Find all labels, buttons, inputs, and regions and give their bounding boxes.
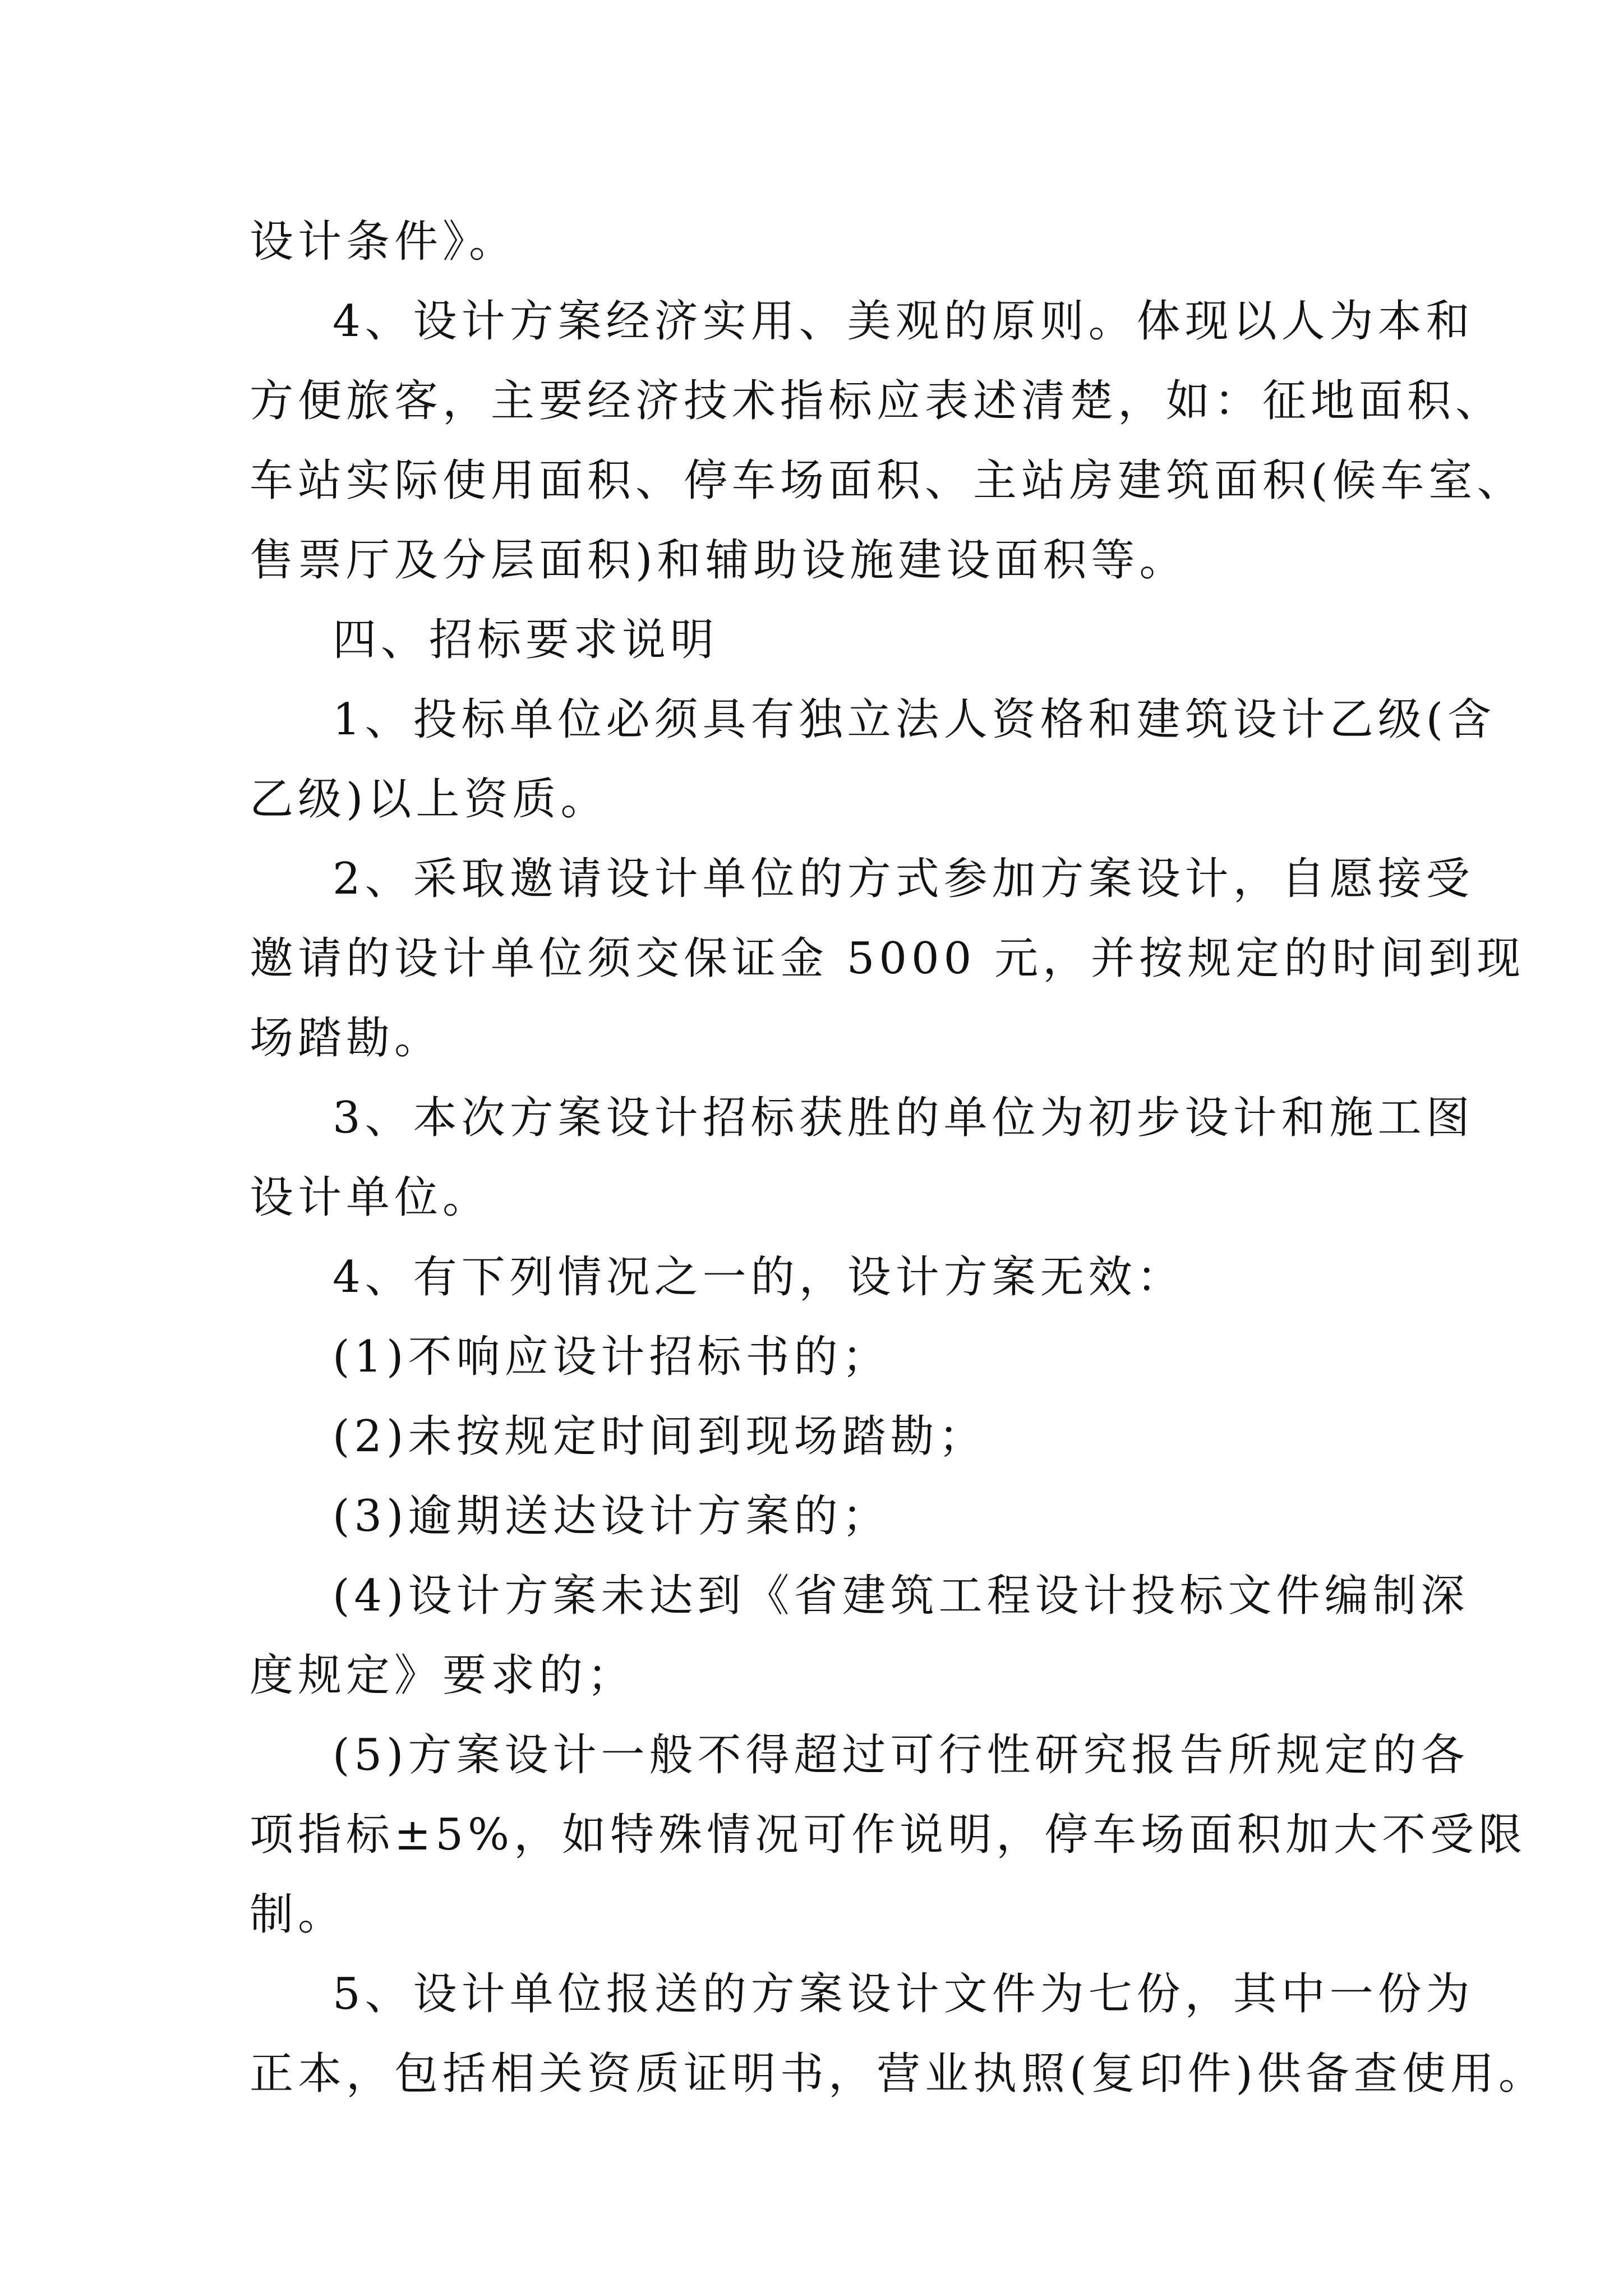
list-item: (4)设计方案未达到《省建筑工程设计投标文件编制深 xyxy=(333,1571,1469,1621)
list-item: (5)方案设计一般不得超过可行性研究报告所规定的各 xyxy=(333,1730,1469,1780)
text-line: 制。 xyxy=(250,1889,347,1940)
text-line: 乙级)以上资质。 xyxy=(250,774,609,825)
text-line: 场踏勘。 xyxy=(250,1013,443,1064)
text-line: 方便旅客，主要经济技术指标应表述清楚，如：征地面积、 xyxy=(250,376,1504,426)
list-item: (2)未按规定时间到现场踏勘； xyxy=(333,1411,987,1462)
paragraph-line: 4、设计方案经济实用、美观的原则。体现以人为本和 xyxy=(333,296,1474,347)
text-line: 正本，包括相关资质证明书，营业执照(复印件)供备查使用。 xyxy=(250,2049,1547,2099)
list-item: (3)逾期送达设计方案的； xyxy=(333,1491,891,1542)
paragraph-line: 4、有下列情况之一的，设计方案无效： xyxy=(333,1252,1185,1303)
paragraph-line: 2、采取邀请设计单位的方式参加方案设计，自愿接受 xyxy=(333,854,1474,904)
text-line: 售票厅及分层面积)和辅助设施建设面积等。 xyxy=(250,535,1188,586)
paragraph-line: 1、投标单位必须具有独立法人资格和建筑设计乙级(含 xyxy=(333,694,1496,745)
text-line: 设计条件》。 xyxy=(250,217,518,267)
text-line: 邀请的设计单位须交保证金 5000 元，并按规定的时间到现 xyxy=(250,933,1525,984)
paragraph-line: 3、本次方案设计招标获胜的单位为初步设计和施工图 xyxy=(333,1093,1474,1143)
paragraph-line: 5、设计单位报送的方案设计文件为七份，其中一份为 xyxy=(333,1969,1474,2019)
document-body xyxy=(250,202,1547,2114)
list-item: (1)不响应设计招标书的； xyxy=(333,1332,891,1382)
text-line: 车站实际使用面积、停车场面积、主站房建筑面积(候车室、 xyxy=(250,455,1525,506)
text-line: 项指标±5%，如特殊情况可作说明，停车场面积加大不受限 xyxy=(250,1810,1527,1860)
text-line: 设计单位。 xyxy=(250,1172,491,1223)
section-heading: 四、招标要求说明 xyxy=(333,615,719,665)
text-line: 度规定》要求的； xyxy=(250,1650,636,1701)
